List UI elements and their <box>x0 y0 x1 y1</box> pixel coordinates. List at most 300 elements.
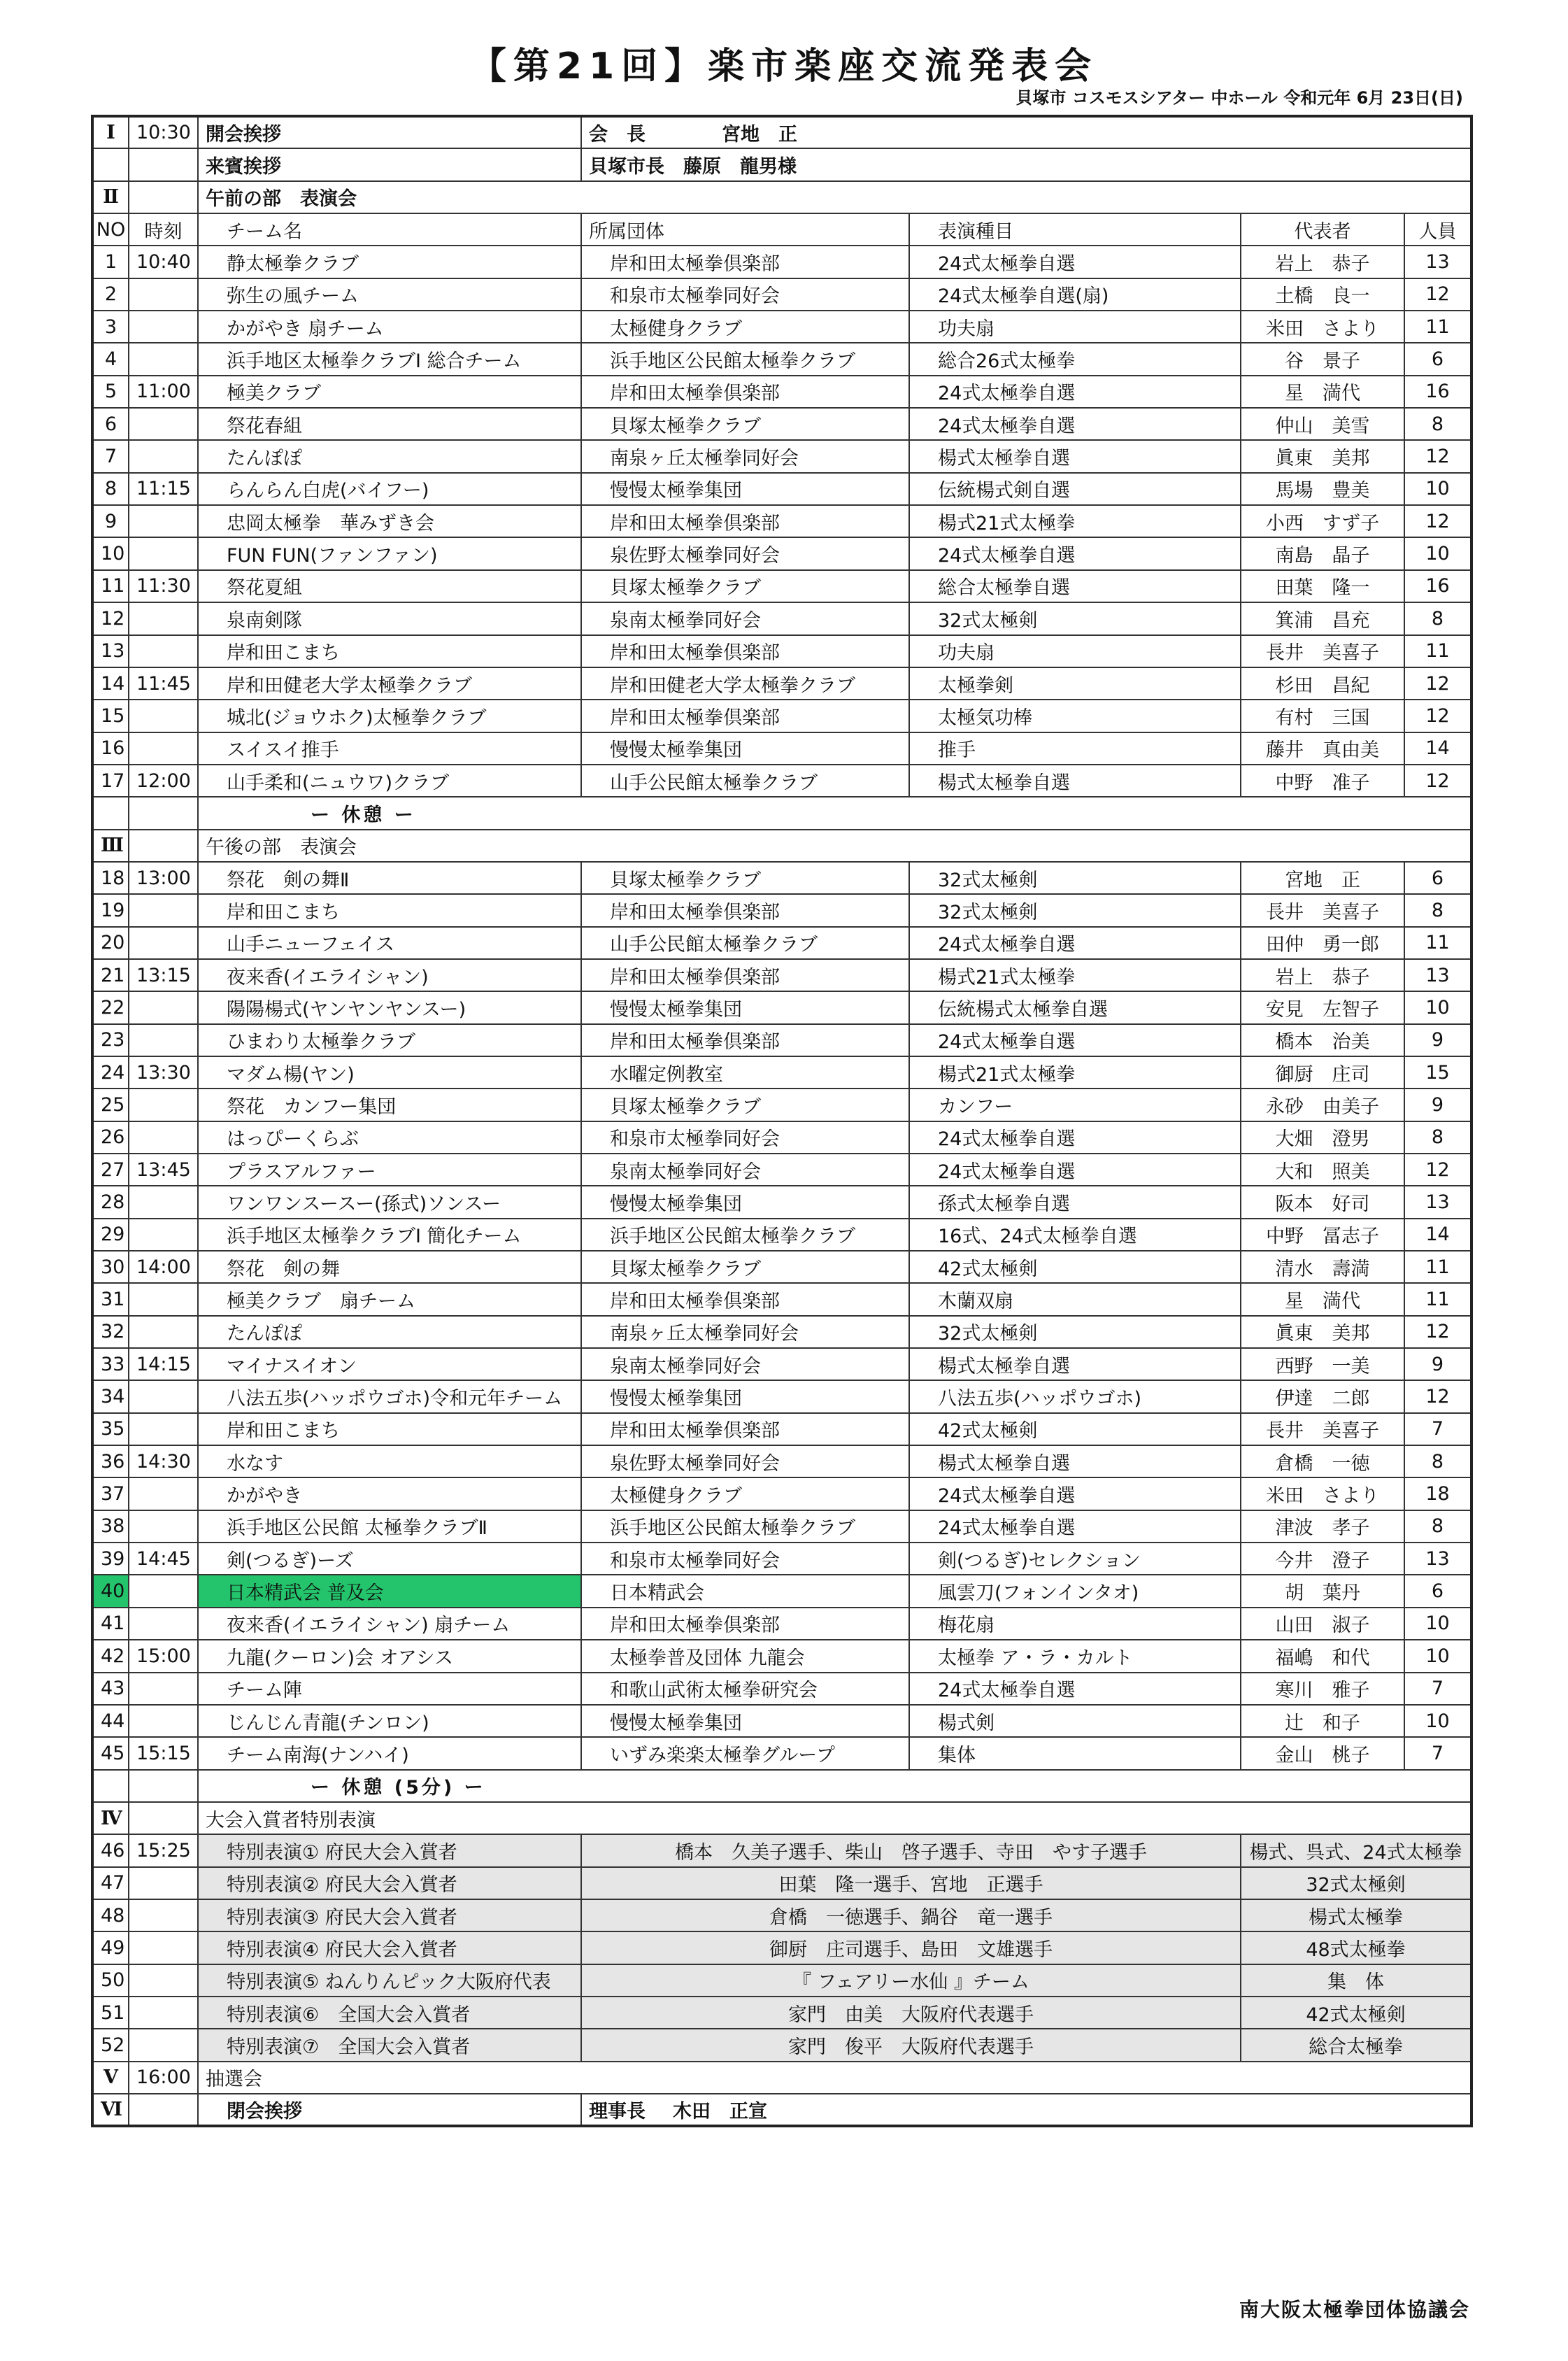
row-number: 4 <box>92 343 129 375</box>
organization: 貝塚太極拳クラブ <box>581 862 909 894</box>
time-cell <box>129 311 198 343</box>
team-name: 岸和田こまち <box>198 635 581 667</box>
team-name: 泉南剣隊 <box>198 602 581 634</box>
special-members: 橋本 久美子選手、柴山 啓子選手、寺田 やす子選手 <box>581 1834 1241 1866</box>
member-count: 10 <box>1404 991 1471 1023</box>
organization: 慢慢太極拳集団 <box>581 732 909 765</box>
section-numeral: Ⅲ <box>92 830 129 862</box>
column-header-row <box>92 213 1471 246</box>
team-name: 陽陽楊式(ヤンヤンヤンスー) <box>198 991 581 1023</box>
row-number: 23 <box>92 1024 129 1056</box>
member-count: 7 <box>1404 1413 1471 1445</box>
member-count: 18 <box>1404 1477 1471 1510</box>
time-cell: 10:40 <box>129 246 198 278</box>
time-cell: 13:30 <box>129 1056 198 1089</box>
program-row <box>92 635 1471 667</box>
section-numeral: Ⅱ <box>92 181 129 213</box>
time-cell <box>129 1089 198 1121</box>
event-name: 楊式太極拳自選 <box>909 765 1241 797</box>
team-name: 忠岡太極拳 華みずき会 <box>198 505 581 537</box>
team-name: チーム南海(ナンハイ) <box>198 1737 581 1769</box>
team-name: チーム陣 <box>198 1673 581 1705</box>
time-cell <box>129 1024 198 1056</box>
team-name: マイナスイオン <box>198 1348 581 1380</box>
program-row <box>92 1251 1471 1283</box>
row-number: 12 <box>92 602 129 634</box>
time-cell <box>129 408 198 440</box>
program-row <box>92 1640 1471 1672</box>
row-number: 51 <box>92 1997 129 2029</box>
organization: 和泉市太極拳同好会 <box>581 1543 909 1575</box>
col-event: 表演種目 <box>909 213 1241 246</box>
representative: 金山 桃子 <box>1241 1737 1404 1769</box>
row-number: 46 <box>92 1834 129 1866</box>
team-name: 浜手地区太極拳クラブⅠ 総合チーム <box>198 343 581 375</box>
row-number: 42 <box>92 1640 129 1672</box>
member-count: 16 <box>1404 570 1471 602</box>
time-cell: 11:00 <box>129 376 198 408</box>
special-title: 特別表演② 府民大会入賞者 <box>198 1867 581 1899</box>
time-cell: 14:00 <box>129 1251 198 1283</box>
special-members: 田葉 隆一選手、宮地 正選手 <box>581 1867 1241 1899</box>
organization: 南泉ヶ丘太極拳同好会 <box>581 440 909 472</box>
row-number: 21 <box>92 959 129 991</box>
section-numeral: Ⅴ <box>92 2062 129 2094</box>
empty-cell <box>129 797 198 829</box>
special-row <box>92 1834 1471 1866</box>
representative: 眞東 美邦 <box>1241 440 1404 472</box>
time-cell <box>129 1186 198 1218</box>
member-count: 12 <box>1404 1154 1471 1186</box>
representative: 胡 葉丹 <box>1241 1575 1404 1607</box>
program-row <box>92 1543 1471 1575</box>
special-event: 32式太極剣 <box>1241 1867 1471 1899</box>
event-name: 推手 <box>909 732 1241 765</box>
row-number: 20 <box>92 927 129 959</box>
event-name: 楊式21式太極拳 <box>909 959 1241 991</box>
special-event: 楊式太極拳 <box>1241 1899 1471 1931</box>
program-row <box>92 991 1471 1023</box>
row-number: 39 <box>92 1543 129 1575</box>
event-name: 風雲刀(フォンインタオ) <box>909 1575 1241 1607</box>
team-name: 水なす <box>198 1445 581 1477</box>
time-cell <box>129 537 198 569</box>
member-count: 12 <box>1404 667 1471 700</box>
team-name: FUN FUN(ファンファン) <box>198 537 581 569</box>
team-name: 九龍(クーロン)会 オアシス <box>198 1640 581 1672</box>
program-row <box>92 700 1471 732</box>
event-name: 24式太極拳自選 <box>909 537 1241 569</box>
representative: 宮地 正 <box>1241 862 1404 894</box>
time-cell: 14:45 <box>129 1543 198 1575</box>
representative: 中野 冨志子 <box>1241 1219 1404 1251</box>
team-name: 山手ニューフェイス <box>198 927 581 959</box>
team-name: マダム楊(ヤン) <box>198 1056 581 1089</box>
event-name: 楊式剣 <box>909 1705 1241 1737</box>
morning-section-row <box>92 181 1471 213</box>
program-row <box>92 667 1471 700</box>
row-number: 48 <box>92 1899 129 1931</box>
section-label: 午後の部 表演会 <box>198 830 1471 862</box>
member-count: 14 <box>1404 1219 1471 1251</box>
team-name: 岸和田こまち <box>198 894 581 926</box>
team-name: ひまわり太極拳クラブ <box>198 1024 581 1056</box>
program-row <box>92 1477 1471 1510</box>
time-cell: 11:30 <box>129 570 198 602</box>
event-name: 24式太極拳自選 <box>909 1477 1241 1510</box>
break-label: ー 休憩 ー <box>198 797 1471 829</box>
row-number: 19 <box>92 894 129 926</box>
representative: 米田 さより <box>1241 311 1404 343</box>
special-event: 楊式、呉式、24式太極拳 <box>1241 1834 1471 1866</box>
afternoon-section-row <box>92 830 1471 862</box>
representative: 藤井 真由美 <box>1241 732 1404 765</box>
representative: 伊達 二郎 <box>1241 1380 1404 1412</box>
time-cell: 11:45 <box>129 667 198 700</box>
event-name: 功夫扇 <box>909 635 1241 667</box>
representative: 有村 三国 <box>1241 700 1404 732</box>
representative: 杉田 昌紀 <box>1241 667 1404 700</box>
member-count: 12 <box>1404 1380 1471 1412</box>
special-row <box>92 1997 1471 2029</box>
program-row <box>92 1316 1471 1348</box>
time-cell: 10:30 <box>129 116 198 148</box>
event-name: 剣(つるぎ)セレクション <box>909 1543 1241 1575</box>
organization: 日本精武会 <box>581 1575 909 1607</box>
event-name: カンフー <box>909 1089 1241 1121</box>
event-name: 総合太極拳自選 <box>909 570 1241 602</box>
organization: 泉南太極拳同好会 <box>581 1348 909 1380</box>
time-cell: 13:00 <box>129 862 198 894</box>
organization: 水曜定例教室 <box>581 1056 909 1089</box>
member-count: 10 <box>1404 1705 1471 1737</box>
program-row <box>92 765 1471 797</box>
col-team: チーム名 <box>198 213 581 246</box>
event-name: 24式太極拳自選 <box>909 1510 1241 1543</box>
member-count: 8 <box>1404 408 1471 440</box>
row-number: 31 <box>92 1283 129 1315</box>
team-name: 夜来香(イエライシャン) <box>198 959 581 991</box>
program-row <box>92 862 1471 894</box>
team-name: 祭花 剣の舞Ⅱ <box>198 862 581 894</box>
team-name: 山手柔和(ニュウワ)クラブ <box>198 765 581 797</box>
time-cell <box>129 732 198 765</box>
organization: 貝塚太極拳クラブ <box>581 570 909 602</box>
section-label: 大会入賞者特別表演 <box>198 1802 1471 1834</box>
program-row <box>92 570 1471 602</box>
member-count: 12 <box>1404 505 1471 537</box>
representative: 土橋 良一 <box>1241 278 1404 311</box>
program-row <box>92 473 1471 505</box>
row-number: 7 <box>92 440 129 472</box>
event-name: 梅花扇 <box>909 1608 1241 1640</box>
program-row <box>92 1283 1471 1315</box>
short-break-row <box>92 1770 1471 1802</box>
event-name: 24式太極拳自選 <box>909 1121 1241 1154</box>
team-name: 祭花春組 <box>198 408 581 440</box>
organization: 慢慢太極拳集団 <box>581 1186 909 1218</box>
time-cell <box>129 1802 198 1834</box>
program-row <box>92 505 1471 537</box>
team-name: 祭花夏組 <box>198 570 581 602</box>
time-cell <box>129 1283 198 1315</box>
team-name: 岸和田こまち <box>198 1413 581 1445</box>
time-cell <box>129 1964 198 1997</box>
special-section-row <box>92 1802 1471 1834</box>
time-cell <box>129 278 198 311</box>
organization: 岸和田太極拳倶楽部 <box>581 246 909 278</box>
special-title: 特別表演③ 府民大会入賞者 <box>198 1899 581 1931</box>
program-row <box>92 1024 1471 1056</box>
event-name: 楊式21式太極拳 <box>909 505 1241 537</box>
team-name: 極美クラブ <box>198 376 581 408</box>
member-count: 10 <box>1404 1608 1471 1640</box>
organization: 慢慢太極拳集団 <box>581 991 909 1023</box>
row-number: 34 <box>92 1380 129 1412</box>
time-cell <box>129 894 198 926</box>
row-number: 18 <box>92 862 129 894</box>
representative: 大畑 澄男 <box>1241 1121 1404 1154</box>
member-count: 11 <box>1404 927 1471 959</box>
representative: 米田 さより <box>1241 1477 1404 1510</box>
event-name: 太極拳剣 <box>909 667 1241 700</box>
special-event: 集 体 <box>1241 1964 1471 1997</box>
time-cell <box>129 1380 198 1412</box>
organization: 慢慢太極拳集団 <box>581 1705 909 1737</box>
event-name: 24式太極拳自選 <box>909 246 1241 278</box>
time-cell <box>129 1899 198 1931</box>
opening-speaker <box>581 116 1471 148</box>
team-name: 浜手地区太極拳クラブⅠ 簡化チーム <box>198 1219 581 1251</box>
row-number: 29 <box>92 1219 129 1251</box>
special-row <box>92 1867 1471 1899</box>
empty-cell <box>129 2094 198 2126</box>
member-count: 15 <box>1404 1056 1471 1089</box>
closing-speaker <box>581 2094 1471 2126</box>
row-number: 38 <box>92 1510 129 1543</box>
program-row <box>92 343 1471 375</box>
event-name: 楊式太極拳自選 <box>909 440 1241 472</box>
row-number: 36 <box>92 1445 129 1477</box>
program-row <box>92 894 1471 926</box>
organization: 山手公民館太極拳クラブ <box>581 927 909 959</box>
row-number: 9 <box>92 505 129 537</box>
program-row <box>92 1056 1471 1089</box>
special-title: 特別表演④ 府民大会入賞者 <box>198 1931 581 1964</box>
col-ppl: 人員 <box>1404 213 1471 246</box>
row-number: 17 <box>92 765 129 797</box>
row-number: 1 <box>92 246 129 278</box>
member-count: 8 <box>1404 1510 1471 1543</box>
member-count: 10 <box>1404 537 1471 569</box>
member-count: 13 <box>1404 959 1471 991</box>
representative: 中野 准子 <box>1241 765 1404 797</box>
row-number: 26 <box>92 1121 129 1154</box>
team-name: 弥生の風チーム <box>198 278 581 311</box>
program-row <box>92 1445 1471 1477</box>
representative: 星 満代 <box>1241 376 1404 408</box>
event-name: 24式太極拳自選 <box>909 1024 1241 1056</box>
program-row <box>92 732 1471 765</box>
member-count: 12 <box>1404 440 1471 472</box>
special-members: 家門 由美 大阪府代表選手 <box>581 1997 1241 2029</box>
member-count: 11 <box>1404 311 1471 343</box>
event-name: 伝統楊式太極拳自選 <box>909 991 1241 1023</box>
organization: 太極拳普及団体 九龍会 <box>581 1640 909 1672</box>
representative: 長井 美喜子 <box>1241 894 1404 926</box>
time-cell <box>129 1413 198 1445</box>
organization: 岸和田太極拳倶楽部 <box>581 959 909 991</box>
member-count: 13 <box>1404 1186 1471 1218</box>
row-number: 16 <box>92 732 129 765</box>
event-name: 功夫扇 <box>909 311 1241 343</box>
row-number: 49 <box>92 1931 129 1964</box>
time-cell: 14:15 <box>129 1348 198 1380</box>
row-number: 50 <box>92 1964 129 1997</box>
time-cell: 14:30 <box>129 1445 198 1477</box>
member-count: 13 <box>1404 246 1471 278</box>
time-cell <box>129 635 198 667</box>
representative: 小西 すず子 <box>1241 505 1404 537</box>
member-count: 6 <box>1404 343 1471 375</box>
time-cell <box>129 1867 198 1899</box>
event-name: 太極気功棒 <box>909 700 1241 732</box>
schedule-table <box>91 115 1473 2127</box>
team-name: じんじん青龍(チンロン) <box>198 1705 581 1737</box>
row-number: 3 <box>92 311 129 343</box>
time-cell: 13:45 <box>129 1154 198 1186</box>
team-name: 城北(ジョウホク)太極拳クラブ <box>198 700 581 732</box>
event-name: 伝統楊式剣自選 <box>909 473 1241 505</box>
special-members: 倉橋 一徳選手、鍋谷 竜一選手 <box>581 1899 1241 1931</box>
opening-row <box>92 116 1471 148</box>
event-name: 孫式太極拳自選 <box>909 1186 1241 1218</box>
organization: 慢慢太極拳集団 <box>581 1380 909 1412</box>
event-name: 24式太極拳自選 <box>909 376 1241 408</box>
program-row <box>92 1380 1471 1412</box>
representative: 眞東 美邦 <box>1241 1316 1404 1348</box>
team-name: 祭花 剣の舞 <box>198 1251 581 1283</box>
program-row <box>92 1575 1471 1607</box>
event-name: 総合26式太極拳 <box>909 343 1241 375</box>
time-cell: 11:15 <box>129 473 198 505</box>
program-row <box>92 927 1471 959</box>
special-members: 『 フェアリー水仙 』チーム <box>581 1964 1241 1997</box>
time-cell: 13:15 <box>129 959 198 991</box>
col-rep: 代表者 <box>1241 213 1404 246</box>
organizer-footer: 南大阪太極拳団体協議会 <box>1239 2298 1470 2321</box>
program-row <box>92 1705 1471 1737</box>
representative: 岩上 恭子 <box>1241 246 1404 278</box>
organization: 岸和田太極拳倶楽部 <box>581 700 909 732</box>
section-numeral: Ⅰ <box>92 116 129 148</box>
event-name: 24式太極拳自選(扇) <box>909 278 1241 311</box>
row-number: 5 <box>92 376 129 408</box>
opening-speech-label: 開会挨拶 <box>198 116 581 148</box>
speaker-role: 会 長 <box>589 124 646 146</box>
special-row <box>92 1931 1471 1964</box>
special-title: 特別表演⑦ 全国大会入賞者 <box>198 2029 581 2061</box>
member-count: 14 <box>1404 732 1471 765</box>
team-name: 八法五歩(ハッポウゴホ)令和元年チーム <box>198 1380 581 1412</box>
guest-speech-row <box>92 148 1471 180</box>
member-count: 9 <box>1404 1348 1471 1380</box>
representative: 南島 晶子 <box>1241 537 1404 569</box>
representative: 福嶋 和代 <box>1241 1640 1404 1672</box>
program-row <box>92 1673 1471 1705</box>
team-name: たんぽぽ <box>198 1316 581 1348</box>
event-name: 楊式太極拳自選 <box>909 1445 1241 1477</box>
organization: 貝塚太極拳クラブ <box>581 1251 909 1283</box>
member-count: 9 <box>1404 1024 1471 1056</box>
event-name: 32式太極剣 <box>909 602 1241 634</box>
time-cell <box>129 505 198 537</box>
organization: 岸和田太極拳倶楽部 <box>581 635 909 667</box>
col-no: NO <box>92 213 129 246</box>
program-row <box>92 246 1471 278</box>
member-count: 11 <box>1404 635 1471 667</box>
morning-section-label: 午前の部 表演会 <box>198 181 1471 213</box>
program-row <box>92 959 1471 991</box>
team-name: 極美クラブ 扇チーム <box>198 1283 581 1315</box>
time-cell <box>129 1997 198 2029</box>
member-count: 11 <box>1404 1251 1471 1283</box>
organization: 太極健身クラブ <box>581 1477 909 1510</box>
representative: 阪本 好司 <box>1241 1186 1404 1218</box>
closing-label: 閉会挨拶 <box>198 2094 581 2126</box>
representative: 長井 美喜子 <box>1241 635 1404 667</box>
organization: 貝塚太極拳クラブ <box>581 1089 909 1121</box>
organization: 泉南太極拳同好会 <box>581 602 909 634</box>
organization: 山手公民館太極拳クラブ <box>581 765 909 797</box>
member-count: 7 <box>1404 1737 1471 1769</box>
row-number: 13 <box>92 635 129 667</box>
organization: 岸和田太極拳倶楽部 <box>581 1024 909 1056</box>
row-number: 47 <box>92 1867 129 1899</box>
representative: 谷 景子 <box>1241 343 1404 375</box>
member-count: 8 <box>1404 1121 1471 1154</box>
guest-speaker: 貝塚市長 藤原 龍男様 <box>581 148 1471 180</box>
organization: いずみ楽楽太極拳グループ <box>581 1737 909 1769</box>
empty-cell <box>129 1770 198 1802</box>
representative: 津波 孝子 <box>1241 1510 1404 1543</box>
organization: 岸和田太極拳倶楽部 <box>581 1608 909 1640</box>
representative: 岩上 恭子 <box>1241 959 1404 991</box>
program-row <box>92 1186 1471 1218</box>
row-number: 6 <box>92 408 129 440</box>
program-row <box>92 1089 1471 1121</box>
row-number: 44 <box>92 1705 129 1737</box>
program-row <box>92 440 1471 472</box>
event-name: 24式太極拳自選 <box>909 1154 1241 1186</box>
representative: 今井 澄子 <box>1241 1543 1404 1575</box>
representative: 御厨 庄司 <box>1241 1056 1404 1089</box>
member-count: 7 <box>1404 1673 1471 1705</box>
special-title: 特別表演⑥ 全国大会入賞者 <box>198 1997 581 2029</box>
row-number: 2 <box>92 278 129 311</box>
organization: 浜手地区公民館太極拳クラブ <box>581 1219 909 1251</box>
team-name: 祭花 カンフー集団 <box>198 1089 581 1121</box>
speaker-role: 理事長 <box>589 2101 646 2123</box>
event-name: 太極拳 ア・ラ・カルト <box>909 1640 1241 1672</box>
organization: 南泉ヶ丘太極拳同好会 <box>581 1316 909 1348</box>
row-number: 32 <box>92 1316 129 1348</box>
team-name: かがやき 扇チーム <box>198 311 581 343</box>
special-members: 家門 俊平 大阪府代表選手 <box>581 2029 1241 2061</box>
lunch-break-row <box>92 797 1471 829</box>
organization: 泉佐野太極拳同好会 <box>581 1445 909 1477</box>
representative: 馬場 豊美 <box>1241 473 1404 505</box>
